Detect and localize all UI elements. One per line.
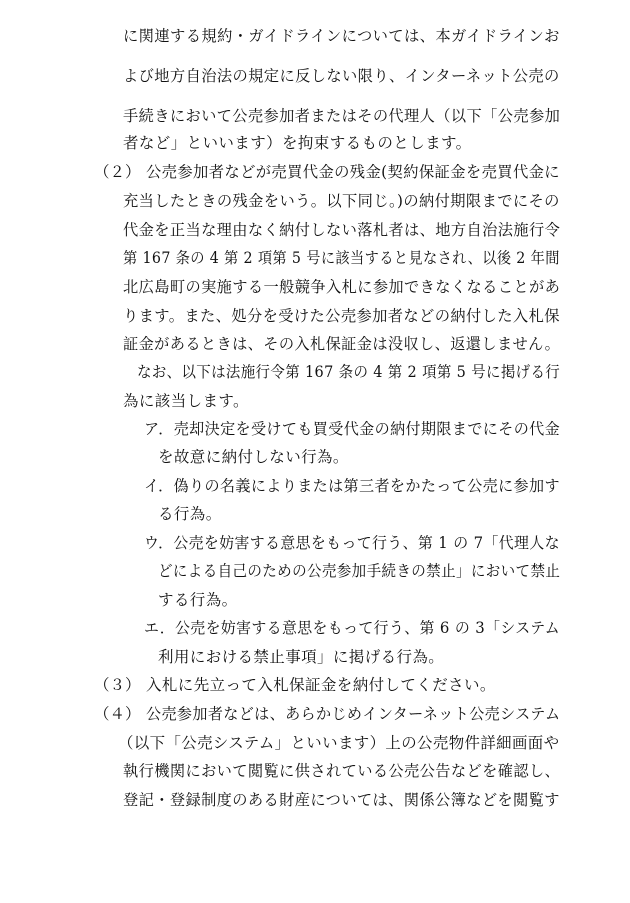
item-2-marker: （２） (94, 163, 141, 181)
intro-line: に関連する規約・ガイドラインについては、本ガイドラインお (123, 27, 560, 45)
item-4-marker: （４） (94, 705, 141, 723)
intro-line: 手続きにおいて公売参加者またはその代理人（以下「公売参加 (123, 107, 561, 125)
item-4-line: 執行機関において閲覧に供されている公売公告などを確認し、 (123, 762, 561, 780)
item-2-note-line: なお、以下は法施行令第 167 条の 4 第 2 項第 5 号に掲げる行 (137, 363, 561, 381)
subitem-i-line: る行為。 (158, 505, 222, 523)
subitem-a-line: ア．売却決定を受けても買受代金の納付期限までにその代金 (144, 420, 561, 438)
intro-line: よび地方自治法の規定に反しない限り、インターネット公売の (123, 67, 560, 85)
item-2-line: 北広島町の実施する一般競争入札に参加できなくなることがあ (123, 278, 561, 296)
item-2-note-line: 為に該当します。 (123, 392, 249, 410)
subitem-u-line: ウ．公売を妨害する意思をもって行う、第 1 の 7「代理人な (144, 534, 560, 552)
subitem-e-line: エ．公売を妨害する意思をもって行う、第 6 の 3「システム (144, 619, 561, 637)
subitem-u-line: する行為。 (158, 591, 238, 609)
subitem-i-line: イ．偽りの名義によりまたは第三者をかたって公売に参加す (144, 477, 560, 495)
item-4-line: 登記・登録制度のある財産については、関係公簿などを閲覧す (123, 791, 560, 809)
subitem-u-line: どによる自己のための公売参加手続きの禁止」において禁止 (158, 562, 561, 580)
item-3-line: 入札に先立って入札保証金を納付してください。 (146, 676, 496, 694)
item-2-line: 証金があるときは、その入札保証金は没収し、返還しません。 (123, 335, 561, 353)
item-2-line: 充当したときの残金をいう。以下同じ。)の納付期限までにその (123, 192, 560, 210)
item-2-line: ります。また、処分を受けた公売参加者などの納付した入札保 (123, 307, 560, 325)
item-2-line: 代金を正当な理由なく納付しない落札者は、地方自治法施行令 (123, 221, 561, 239)
subitem-a-line: を故意に納付しない行為。 (158, 448, 349, 466)
subitem-e-line: 利用における禁止事項」に掲げる行為。 (158, 648, 445, 666)
intro-line: 者など」といいます）を拘束するものとします。 (123, 134, 472, 152)
item-2-line: 公売参加者などが売買代金の残金(契約保証金を売買代金に (146, 163, 560, 181)
item-3-marker: （３） (94, 676, 141, 694)
item-4-line: （以下「公売システム」といいます）上の公売物件詳細画面や (118, 734, 560, 752)
item-4-line: 公売参加者などは、あらかじめインターネット公売システム (146, 705, 561, 723)
item-2-line: 第 167 条の 4 第 2 項第 5 号に該当すると見なされ、以後 2 年間 (123, 249, 560, 267)
